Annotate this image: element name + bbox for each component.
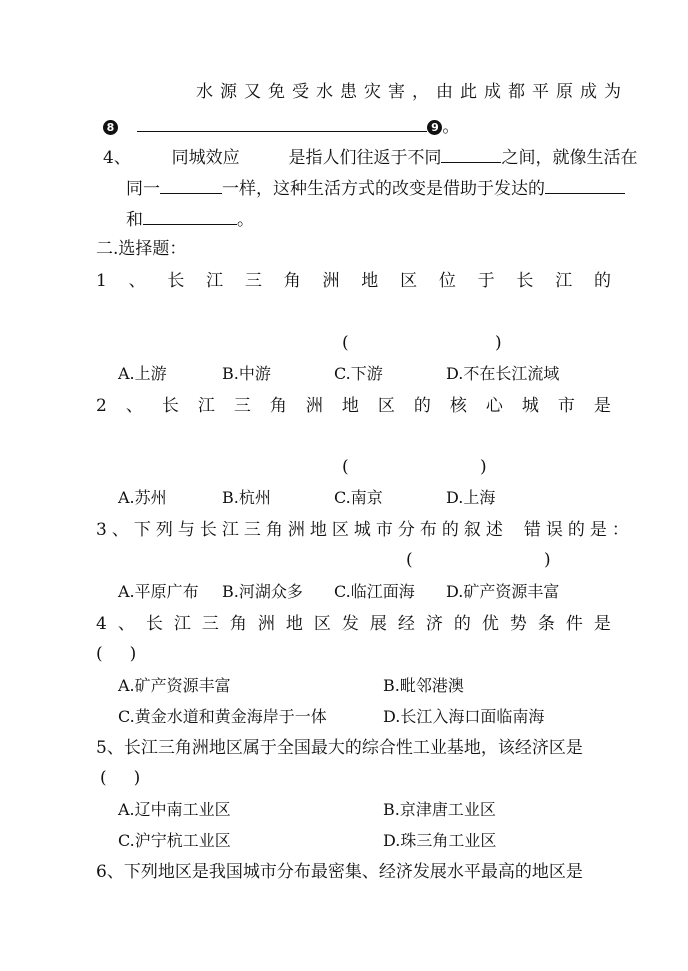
option-c[interactable]: C.临江面海 bbox=[334, 582, 415, 601]
option-c[interactable]: C.黄金水道和黄金海岸于一体 bbox=[118, 707, 327, 726]
option-b[interactable]: B.毗邻港澳 bbox=[383, 676, 464, 695]
option-c[interactable]: C.南京 bbox=[334, 488, 383, 507]
answer-paren[interactable]: ( ) bbox=[96, 644, 137, 664]
option-d[interactable]: D.长江入海口面临南海 bbox=[383, 707, 545, 726]
text: 之间，就像生活在 bbox=[501, 148, 638, 168]
option-d[interactable]: D.珠三角工业区 bbox=[383, 831, 497, 850]
answer-paren-left: ( bbox=[342, 457, 349, 477]
option-a[interactable]: A.苏州 bbox=[118, 488, 167, 507]
question-2-stem: 2 、 长 江 三 角 洲 地 区 的 核 心 城 市 是 bbox=[96, 396, 611, 416]
answer-paren-left: ( bbox=[342, 333, 349, 353]
number-marker-9: 9 bbox=[427, 120, 442, 135]
option-d[interactable]: D.矿产资源丰富 bbox=[446, 582, 560, 601]
answer-blank[interactable] bbox=[137, 114, 427, 132]
answer-paren-right[interactable]: ) bbox=[495, 333, 502, 353]
option-a[interactable]: A.辽中南工业区 bbox=[118, 800, 231, 819]
text: 一样，这种生活方式的改变是借助于发达的 bbox=[222, 179, 545, 199]
question-line bbox=[126, 207, 254, 231]
question-6-stem: 6、下列地区是我国城市分布最密集、经济发展水平最高的地区是 bbox=[96, 862, 583, 882]
option-b[interactable]: B.杭州 bbox=[222, 488, 271, 507]
question-4-stem: 4 、 长 江 三 角 洲 地 区 发 展 经 济 的 优 势 条 件 是 bbox=[96, 614, 611, 634]
number-marker-8: 8 bbox=[103, 120, 118, 135]
text-line: 水源又免受水患灾害，由此成都平原成为 bbox=[196, 82, 628, 102]
option-b[interactable]: B.中游 bbox=[222, 364, 271, 383]
answer-blank[interactable] bbox=[160, 176, 222, 194]
option-a[interactable]: A.上游 bbox=[118, 364, 167, 383]
question-1-stem: 1 、 长 江 三 角 洲 地 区 位 于 长 江 的 bbox=[96, 271, 611, 291]
question-line bbox=[103, 145, 637, 169]
option-a[interactable]: A.矿产资源丰富 bbox=[118, 676, 231, 695]
term: 同城效应 bbox=[171, 148, 240, 168]
answer-blank[interactable] bbox=[441, 145, 501, 163]
option-a[interactable]: A.平原广布 bbox=[118, 582, 199, 601]
question-5-stem: 5、长江三角洲地区属于全国最大的综合性工业基地，该经济区是 bbox=[96, 738, 583, 758]
option-d[interactable]: D.不在长江流域 bbox=[446, 364, 560, 383]
option-b[interactable]: B.京津唐工业区 bbox=[383, 800, 496, 819]
answer-blank[interactable] bbox=[143, 207, 237, 225]
fill-blank-line bbox=[103, 114, 459, 138]
option-c[interactable]: C.下游 bbox=[334, 364, 383, 383]
answer-paren-right[interactable]: ) bbox=[544, 550, 551, 570]
answer-paren-left: ( bbox=[406, 550, 413, 570]
question-3-stem: 3、下列与长江三角洲地区城市分布的叙述 错误的是： bbox=[96, 520, 634, 540]
answer-blank[interactable] bbox=[545, 176, 625, 194]
option-c[interactable]: C.沪宁杭工业区 bbox=[118, 831, 231, 850]
text: 。 bbox=[237, 210, 254, 230]
question-number: 4、 bbox=[103, 148, 131, 168]
period: 。 bbox=[442, 117, 460, 137]
option-d[interactable]: D.上海 bbox=[446, 488, 496, 507]
text: 和 bbox=[126, 210, 143, 230]
text: 是指人们往返于不同 bbox=[288, 148, 442, 168]
question-line bbox=[126, 176, 625, 200]
answer-paren[interactable]: ( ) bbox=[100, 768, 141, 788]
section-heading: 二.选择题： bbox=[96, 239, 187, 259]
text: 同一 bbox=[126, 179, 160, 199]
answer-paren-right[interactable]: ) bbox=[480, 457, 487, 477]
option-b[interactable]: B.河湖众多 bbox=[222, 582, 303, 601]
